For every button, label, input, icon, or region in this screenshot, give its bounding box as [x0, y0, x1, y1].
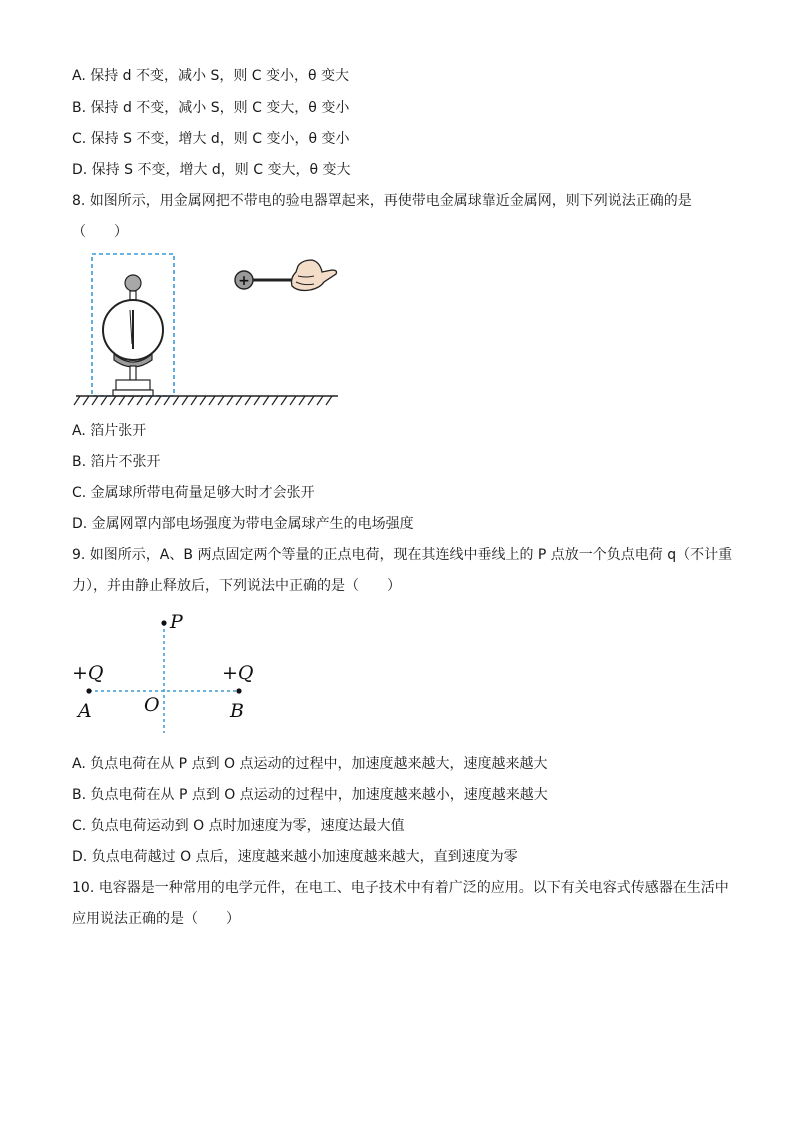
q9-option-a: A. 负点电荷在从 P 点到 O 点运动的过程中，加速度越来越大，速度越来越大	[72, 756, 548, 772]
q8-stem-paren: （ ）	[72, 224, 128, 240]
q7-option-b: B. 保持 d 不变，减小 S，则 C 变大，θ 变小	[72, 100, 350, 116]
q7-option-d: D. 保持 S 不变，增大 d，则 C 变大，θ 变大	[72, 162, 351, 178]
q8-option-d: D. 金属网罩内部电场强度为带电金属球产生的电场强度	[72, 516, 414, 532]
q8-option-c: C. 金属球所带电荷量足够大时才会张开	[72, 485, 315, 501]
q9-option-d: D. 负点电荷越过 O 点后，速度越来越小加速度越来越大，直到速度为零	[72, 849, 518, 865]
q10-stem: 10. 电容器是一种常用的电学元件，在电工、电子技术中有着广泛的应用。以下有关电容式传感器在生活中	[72, 880, 729, 896]
electroscope-ball	[125, 275, 141, 291]
point-a	[86, 688, 91, 693]
q8-stem: 8. 如图所示，用金属网把不带电的验电器罩起来，再使带电金属球靠近金属网，则下列说法正确的是	[72, 193, 692, 209]
q10-stem-cont: 应用说法正确的是（ ）	[72, 911, 240, 927]
q9-charges-figure	[68, 605, 268, 740]
point-p	[161, 620, 166, 625]
q8-electroscope-figure	[70, 248, 345, 413]
label-p: P	[170, 611, 183, 633]
charge-plus-sign: +	[238, 273, 250, 289]
label-b: B	[230, 700, 244, 722]
q9-stem-cont: 力），并由静止释放后，下列说法中正确的是（ ）	[72, 578, 401, 594]
q7-option-a: A. 保持 d 不变，减小 S，则 C 变小，θ 变大	[72, 68, 350, 84]
label-o: O	[144, 694, 160, 716]
point-b	[236, 688, 241, 693]
electroscope-stand	[116, 380, 150, 390]
charge-label-b: +Q	[222, 662, 254, 684]
q9-stem: 9. 如图所示，A、B 两点固定两个等量的正点电荷，现在其连线中垂线上的 P 点放一个负点电荷 q（不计重	[72, 547, 733, 563]
q9-option-b: B. 负点电荷在从 P 点到 O 点运动的过程中，加速度越来越小，速度越来越大	[72, 787, 548, 803]
label-a: A	[78, 700, 92, 722]
q8-option-a: A. 箔片张开	[72, 423, 147, 439]
q9-option-c: C. 负点电荷运动到 O 点时加速度为零，速度达最大值	[72, 818, 405, 834]
charge-label-a: +Q	[72, 662, 104, 684]
q7-option-c: C. 保持 S 不变，增大 d，则 C 变小，θ 变小	[72, 131, 350, 147]
q8-option-b: B. 箔片不张开	[72, 454, 161, 470]
hand-icon	[292, 260, 337, 291]
